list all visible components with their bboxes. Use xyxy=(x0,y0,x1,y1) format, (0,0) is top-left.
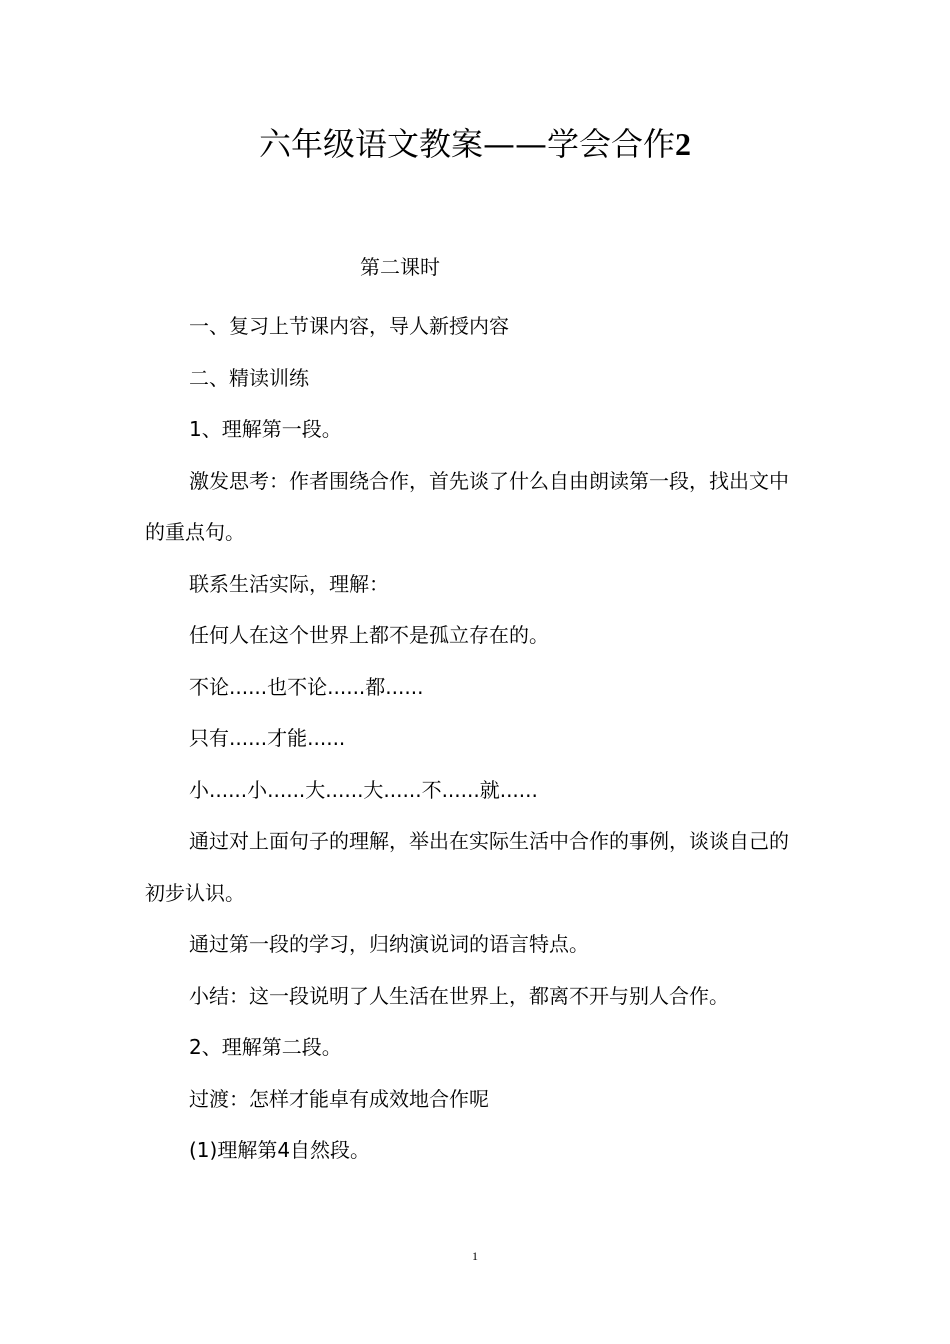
page-number: 1 xyxy=(472,1249,478,1263)
paragraph: 激发思考：作者围绕合作，首先谈了什么自由朗读第一段，找出文中的重点句。 xyxy=(145,468,789,544)
paragraph: 小结：这一段说明了人生活在世界上，都离不开与别人合作。 xyxy=(189,983,729,1008)
paragraph: 一、复习上节课内容，导人新授内容 xyxy=(189,314,509,338)
document-title-number: 2 xyxy=(675,126,691,162)
paragraph: 不论......也不论......都...... xyxy=(189,674,424,699)
paragraph: 二、精读训练 xyxy=(189,365,309,390)
paragraph: 2、理解第二段。 xyxy=(189,1035,342,1059)
paragraph: 1、理解第一段。 xyxy=(189,417,342,441)
lesson-subtitle: 第二课时 xyxy=(360,255,440,279)
paragraph: 通过第一段的学习，归纳演说词的语言特点。 xyxy=(189,932,589,956)
paragraph: 任何人在这个世界上都不是孤立存在的。 xyxy=(189,623,549,647)
paragraph: 小......小......大......大......不......就...... xyxy=(189,777,538,802)
document-body xyxy=(145,301,795,1177)
paragraph: 联系生活实际，理解： xyxy=(189,571,389,596)
paragraph: 通过对上面句子的理解，举出在实际生活中合作的事例，谈谈自己的初步认识。 xyxy=(145,829,789,905)
document-title-text: 六年级语文教案——学会合作 xyxy=(258,125,675,163)
paragraph: 过渡：怎样才能卓有成效地合作呢 xyxy=(189,1086,489,1111)
paragraph: 只有......才能...... xyxy=(189,726,346,750)
document-title xyxy=(0,118,950,170)
paragraph: (1)理解第4自然段。 xyxy=(189,1138,371,1162)
